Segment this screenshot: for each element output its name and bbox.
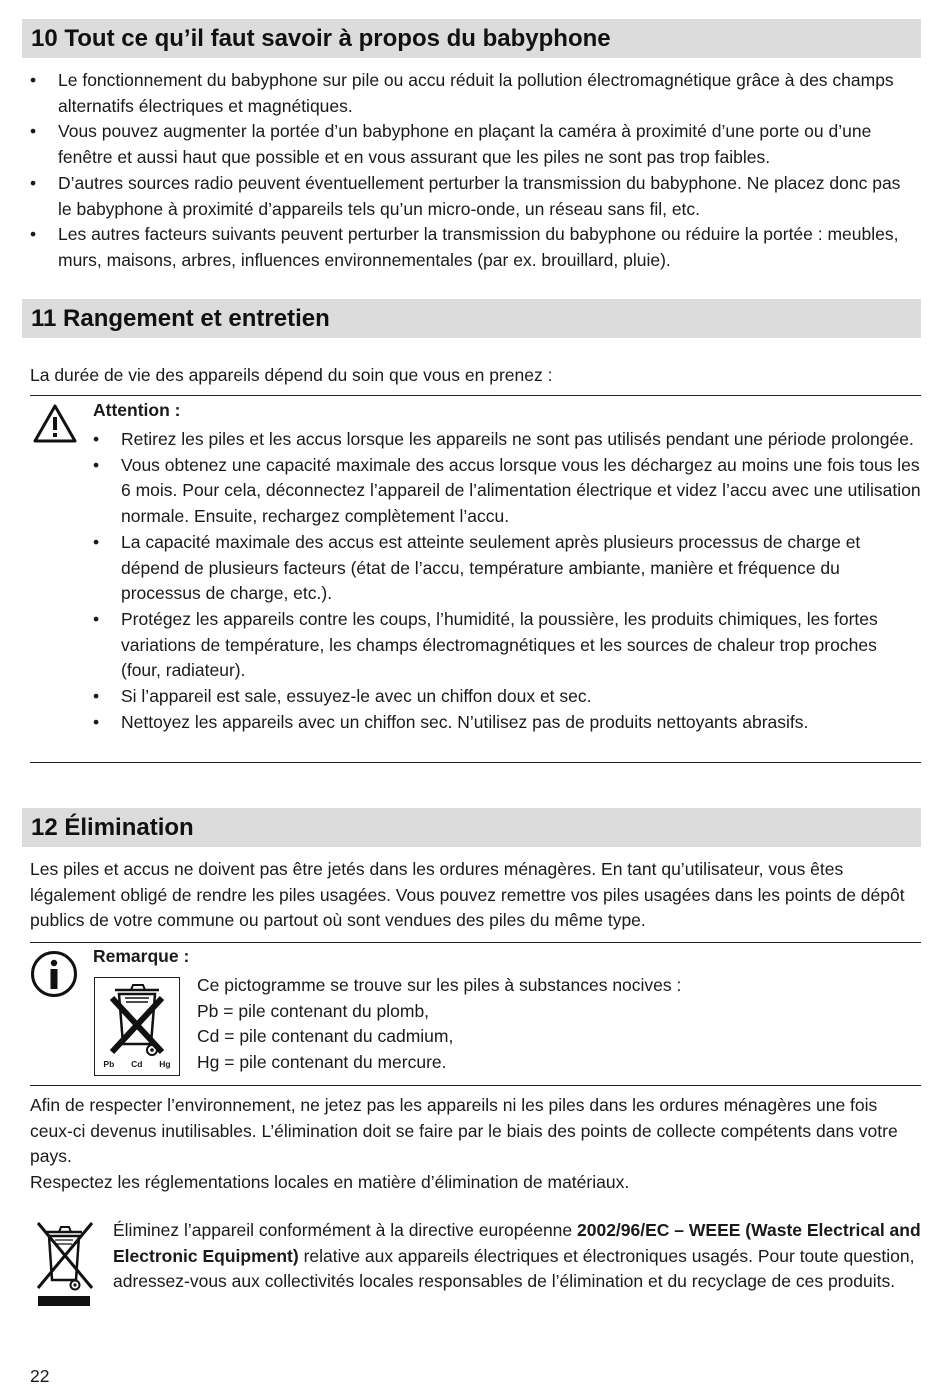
divider [30, 1085, 921, 1086]
section-11-intro: La durée de vie des appareils dépend du soin que vous en prenez : [30, 365, 553, 385]
weee-text-start: Éliminez l’appareil conformément à la directive européenne [113, 1220, 577, 1240]
section-10-heading: 10 Tout ce qu’il faut savoir à propos du babyphone [22, 19, 921, 58]
info-circle-icon [30, 950, 78, 998]
environment-paragraph: Afin de respecter l’environnement, ne jetez pas les appareils ni les piles dans les ordures ménagères une fois ceux-ci devenus inutilisables. L’élimination doit se faire par le biais des points de collecte compétents dans votre pays. [30, 1095, 898, 1167]
local-rules-paragraph: Respectez les réglementations locales en matière d’élimination de matériaux. [30, 1172, 630, 1192]
list-item: • La capacité maximale des accus est atteinte seulement après plusieurs processus de charge et dépend de plusieurs facteurs (état de l’accu, température ambiante, manière et fréquence du processus de charge, etc.). [93, 530, 921, 607]
pictogram-line: Hg = pile contenant du mercure. [197, 1052, 447, 1073]
section-12-intro: Les piles et accus ne doivent pas être jetés dans les ordures ménagères. En tant qu’utilisateur, vous êtes légalement obligé de rendre les piles usagées. Vous pouvez remettre vos piles usagées dans les points de dépôt publics de votre commune ou partout où sont vendues des piles du même type. [30, 859, 905, 931]
section-11-bullet-list [93, 427, 921, 735]
weee-directive: 2002/96/EC – WEEE (Waste Electrical and Electronic Equipment) [113, 1220, 921, 1266]
divider [30, 395, 921, 396]
section-12-heading: 12 Élimination [22, 808, 921, 847]
section-10-bullet-list [30, 68, 918, 274]
warning-triangle-icon [32, 403, 78, 443]
pictogram-line: Cd = pile contenant du cadmium, [197, 1026, 454, 1047]
list-item: • Vous pouvez augmenter la portée d’un babyphone en plaçant la caméra à proximité d’une porte ou d’une fenêtre et aussi haut que possible et en vous assurant que les piles ne sont pas trop faibles. [30, 119, 918, 170]
list-item: • Les autres facteurs suivants peuvent perturber la transmission du babyphone ou réduire la portée : meubles, murs, maisons, arbres, influences environnementales (par ex. brouillard, pluie). [30, 222, 918, 273]
label-pb: Pb [103, 1059, 115, 1069]
label-cd: Cd [131, 1059, 143, 1069]
pictogram-line: Pb = pile contenant du plomb, [197, 1000, 430, 1021]
remark-label: Remarque : [93, 946, 190, 966]
crossed-bin-battery-icon [94, 977, 180, 1076]
divider [30, 762, 921, 763]
bin-chemical-labels [95, 1059, 179, 1069]
pictogram-description [197, 973, 681, 1076]
list-item: • Le fonctionnement du babyphone sur pile ou accu réduit la pollution électromagnétique grâce à des champs alternatifs électriques et magnétiques. [30, 68, 918, 119]
weee-text-end: relative aux appareils électriques et électroniques usagés. Pour toute question, adressez-vous aux collectivités locales responsables de l’élimination et du recyclage de ces produits. [113, 1245, 915, 1292]
pictogram-line: Ce pictogramme se trouve sur les piles à substances nocives : [197, 975, 682, 995]
page-number: 22 [30, 1366, 50, 1386]
list-item: • Nettoyez les appareils avec un chiffon sec. N’utilisez pas de produits nettoyants abrasifs. [93, 710, 921, 736]
divider [30, 942, 921, 943]
section-11-heading: 11 Rangement et entretien [22, 299, 921, 338]
attention-label: Attention : [93, 400, 181, 420]
list-item: • Vous obtenez une capacité maximale des accus lorsque vous les déchargez au moins une fois tous les 6 mois. Pour cela, déconnectez l’appareil de l’alimentation électrique et videz l’accu avec une utilisation normale. Ensuite, rechargez complètement l’accu. [93, 453, 921, 530]
list-item: • Retirez les piles et les accus lorsque les appareils ne sont pas utilisés pendant une période prolongée. [93, 427, 921, 453]
list-item: • D’autres sources radio peuvent éventuellement perturber la transmission du babyphone. Ne placez donc pas le babyphone à proximité d’appareils tels qu’un micro-onde, un réseau sans fil, etc. [30, 171, 918, 222]
list-item: • Si l’appareil est sale, essuyez-le avec un chiffon doux et sec. [93, 684, 921, 710]
weee-paragraph [113, 1218, 921, 1295]
label-hg: Hg [159, 1059, 171, 1069]
weee-crossed-bin-icon [30, 1218, 98, 1310]
list-item: • Protégez les appareils contre les coups, l’humidité, la poussière, les produits chimiques, les fortes variations de température, les champs électromagnétiques et les sources de chaleur trop proches (four, radiateur). [93, 607, 921, 684]
